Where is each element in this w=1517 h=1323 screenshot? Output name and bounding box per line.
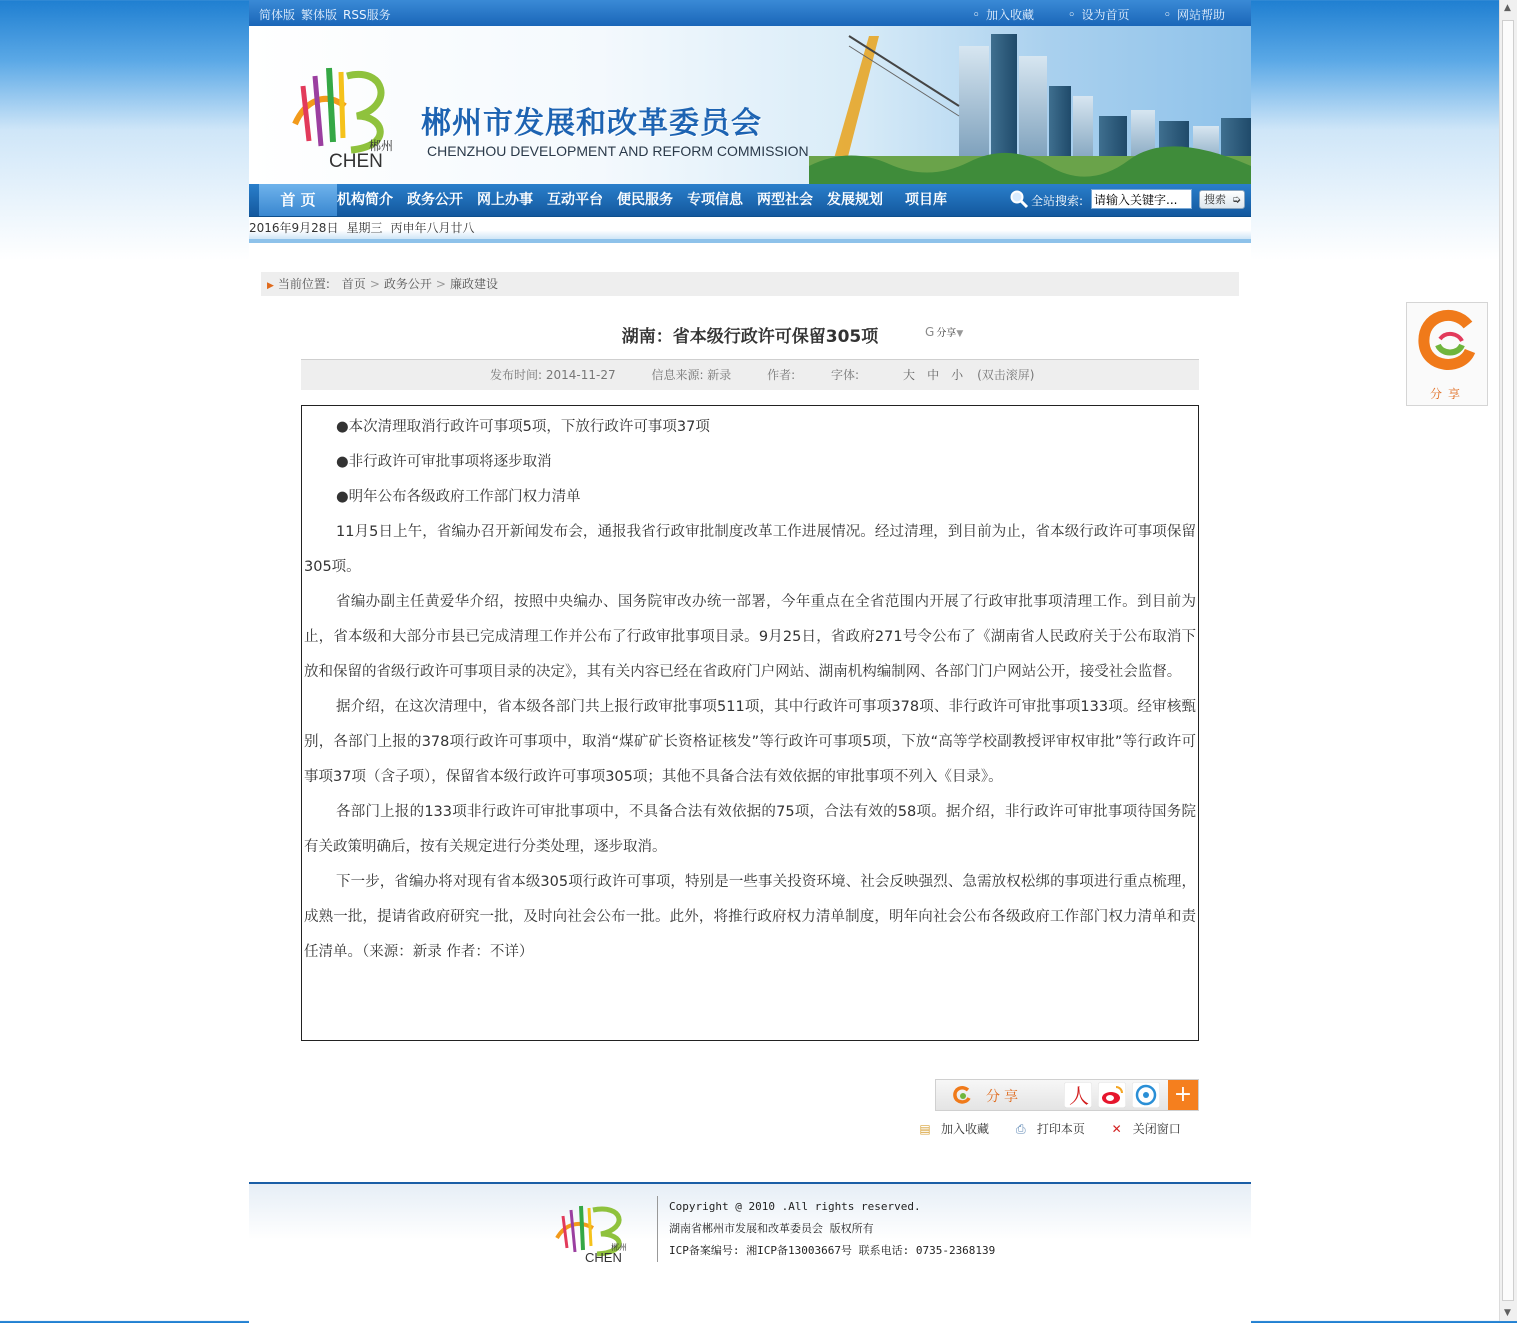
set-homepage-link[interactable]: ◦ 设为首页 bbox=[1068, 8, 1130, 22]
svg-text:人: 人 bbox=[1069, 1084, 1089, 1108]
top-bar bbox=[249, 0, 1251, 26]
article-author: 作者: bbox=[767, 368, 796, 382]
search-label: 全站搜索: bbox=[1031, 194, 1084, 208]
breadcrumb-separator-icon: > bbox=[435, 277, 446, 291]
footer-copyright: Copyright @ 2010 .All rights reserved. bbox=[669, 1200, 921, 1213]
nav-item-about[interactable]: 机构简介 bbox=[337, 192, 393, 208]
close-window-label: 关闭窗口 bbox=[1132, 1122, 1181, 1136]
share-more-button[interactable]: + bbox=[1168, 1080, 1198, 1110]
bookmark-icon: ▤ bbox=[919, 1122, 931, 1136]
header-banner bbox=[249, 26, 1251, 184]
footer bbox=[249, 1182, 1251, 1323]
publish-time: 发布时间: 2014-11-27 bbox=[490, 368, 616, 382]
summary-bullet: ●本次清理取消行政许可事项5项，下放行政许可事项37项 bbox=[336, 419, 710, 435]
article-share-label: 分享 bbox=[936, 328, 957, 339]
page-container bbox=[249, 0, 1251, 1321]
font-small-button[interactable]: 小 bbox=[951, 368, 964, 382]
nav-item-special-info[interactable]: 专项信息 bbox=[687, 192, 743, 208]
breadcrumb-gov-affairs[interactable]: 政务公开 bbox=[383, 277, 432, 291]
font-large-button[interactable]: 大 bbox=[903, 368, 916, 382]
footer-divider bbox=[657, 1196, 658, 1262]
svg-text:CHEN: CHEN bbox=[329, 151, 383, 171]
add-favorite-link[interactable]: ◦ 加入收藏 bbox=[972, 8, 1034, 22]
breadcrumb-label: 当前位置: bbox=[277, 277, 330, 291]
nav-item-two-type-society[interactable]: 两型社会 bbox=[757, 192, 813, 208]
font-medium-button[interactable]: 中 bbox=[927, 368, 940, 382]
share-toolbar bbox=[935, 1079, 1199, 1111]
article-paragraph: 各部门上报的133项非行政许可审批事项中，不具备合法有效依据的75项，合法有效的58项。据介绍，非行政许可审批事项待国务院有关政策明确后，按有关规定进行分类处理，逐步取消。 bbox=[304, 804, 1196, 855]
footer-logo bbox=[553, 1194, 639, 1264]
breadcrumb-integrity[interactable]: 廉政建设 bbox=[449, 277, 498, 291]
breadcrumb-home[interactable]: 首页 bbox=[341, 277, 366, 291]
svg-text:郴州: 郴州 bbox=[611, 1243, 627, 1252]
current-date: 2016年9月28日 bbox=[249, 221, 339, 235]
version-links bbox=[259, 6, 397, 23]
current-weekday: 星期三 bbox=[346, 221, 383, 235]
footer-owner: 湖南省郴州市发展和改革委员会 版权所有 bbox=[669, 1222, 874, 1235]
chevron-down-icon: ▼ bbox=[956, 329, 964, 339]
print-page-button[interactable] bbox=[1011, 1120, 1085, 1137]
search-button[interactable]: 搜索 ➭ bbox=[1199, 190, 1245, 209]
floating-share-button[interactable] bbox=[1406, 302, 1488, 406]
font-size-controls bbox=[831, 368, 1034, 382]
qq-weibo-icon[interactable] bbox=[1132, 1082, 1160, 1108]
window-scrollbar[interactable] bbox=[1499, 0, 1517, 1321]
print-page-label: 打印本页 bbox=[1036, 1122, 1085, 1136]
utility-links bbox=[942, 6, 1225, 23]
share-toolbar-label: 分享 bbox=[986, 1089, 1022, 1105]
weibo-icon[interactable] bbox=[1098, 1082, 1126, 1108]
font-size-label: 字体: bbox=[831, 368, 860, 382]
article-meta bbox=[301, 359, 1199, 390]
printer-icon: ⎙ bbox=[1016, 1122, 1026, 1136]
main-nav bbox=[249, 184, 1251, 217]
footer-text bbox=[669, 1196, 995, 1262]
simplified-link[interactable]: 简体版 bbox=[259, 8, 296, 22]
nav-item-home[interactable]: 首 页 bbox=[259, 184, 337, 216]
share-logo-icon: G bbox=[925, 325, 935, 339]
close-window-button[interactable] bbox=[1107, 1120, 1181, 1137]
lunar-date: 丙申年八月廿八 bbox=[390, 221, 475, 235]
article-paragraph: 据介绍，在这次清理中，省本级各部门共上报行政审批事项511项，其中行政许可事项378项、非行政许可审批事项133项。经审核甄别，各部门上报的378项行政许可事项中，取消“煤矿矿长资格证核发”等行政许可事项5项，下放“高等学校副教授评审权审批”等行政许可事项37项（含子项），保留省本级行政许可事项305项；其他不具备合法有效依据的审批事项不列入《目录》。 bbox=[304, 699, 1196, 785]
close-icon: ✕ bbox=[1111, 1122, 1122, 1136]
scrollbar-thumb[interactable] bbox=[1502, 20, 1514, 1301]
page-tools bbox=[915, 1120, 1199, 1137]
nav-item-gov-affairs[interactable]: 政务公开 bbox=[407, 192, 463, 208]
svg-text:郴州: 郴州 bbox=[369, 139, 394, 153]
breadcrumb bbox=[261, 272, 1239, 296]
article-paragraph: 下一步，省编办将对现有省本级305项行政许可事项，特别是一些事关投资环境、社会反映强烈、急需放权松绑的事项进行重点梳理，成熟一批，提请省政府研究一批，及时向社会公布一批。此外，将推行政府权力清单制度，明年向社会公布各级政府工作部门权力清单和责任清单。（来源：新录 作者：不详） bbox=[304, 874, 1196, 960]
summary-bullet: ●非行政许可审批事项将逐步取消 bbox=[336, 454, 552, 470]
nav-items bbox=[337, 184, 961, 216]
nav-item-development-plan[interactable]: 发展规划 bbox=[827, 192, 883, 208]
article-paragraph: 11月5日上午，省编办召开新闻发布会，通报我省行政审批制度改革工作进展情况。经过清理，到目前为止，省本级行政许可事项保留305项。 bbox=[304, 524, 1196, 575]
add-favorite-label: 加入收藏 bbox=[941, 1122, 990, 1136]
breadcrumb-arrow-icon: ▶ bbox=[267, 281, 274, 291]
scroll-up-icon[interactable]: ▲ bbox=[1504, 3, 1511, 13]
nav-item-online-service[interactable]: 网上办事 bbox=[477, 192, 533, 208]
info-source: 信息来源: 新录 bbox=[651, 368, 732, 382]
scroll-hint: (双击滚屏) bbox=[977, 368, 1035, 382]
renren-icon[interactable] bbox=[1064, 1082, 1092, 1108]
search-input[interactable] bbox=[1091, 189, 1192, 209]
article-paragraph: 省编办副主任黄爱华介绍，按照中央编办、国务院审改办统一部署，今年重点在全省范围内开展了行政审批事项清理工作。到目前为止，省本级和大部分市县已完成清理工作并公布了行政审批事项目录。9月25日，省政府271号令公布了《湖南省人民政府关于公布取消下放和保留的省级行政许可事项目录的决定》，其有关内容已经在省政府门户网站、湖南机构编制网、各部门门户网站公开，接受社会监督。 bbox=[304, 594, 1196, 680]
add-favorite-button[interactable] bbox=[915, 1120, 989, 1137]
share-logo-icon[interactable] bbox=[952, 1085, 972, 1105]
site-help-link[interactable]: ◦ 网站帮助 bbox=[1163, 8, 1225, 22]
site-title-cn: 郴州市发展和改革委员会 bbox=[421, 106, 762, 141]
article-body bbox=[301, 405, 1199, 1041]
nav-item-interaction[interactable]: 互动平台 bbox=[547, 192, 603, 208]
share-logo-icon bbox=[1418, 309, 1476, 375]
site-title-en: CHENZHOU DEVELOPMENT AND REFORM COMMISSION bbox=[427, 143, 809, 159]
chenzhou-logo bbox=[285, 46, 405, 171]
scroll-down-icon[interactable]: ▼ bbox=[1504, 1308, 1511, 1318]
city-skyline-image bbox=[809, 26, 1251, 184]
floating-share-label: 分享 bbox=[1429, 387, 1466, 401]
date-bar bbox=[249, 217, 1251, 243]
nav-item-project-library[interactable]: 项目库 bbox=[905, 192, 947, 208]
rss-link[interactable]: RSS服务 bbox=[343, 8, 391, 22]
footer-icp: ICP备案编号: 湘ICP备13003667号 联系电话: 0735-2368139 bbox=[669, 1244, 996, 1257]
nav-item-public-service[interactable]: 便民服务 bbox=[617, 192, 673, 208]
search-icon bbox=[1009, 189, 1029, 209]
article-title: 湖南：省本级行政许可保留305项 bbox=[621, 327, 879, 347]
traditional-link[interactable]: 繁体版 bbox=[301, 8, 338, 22]
svg-text:CHEN: CHEN bbox=[585, 1250, 622, 1264]
summary-bullet: ●明年公布各级政府工作部门权力清单 bbox=[336, 489, 581, 505]
article-share-button[interactable] bbox=[925, 324, 963, 339]
breadcrumb-separator-icon: > bbox=[369, 277, 380, 291]
